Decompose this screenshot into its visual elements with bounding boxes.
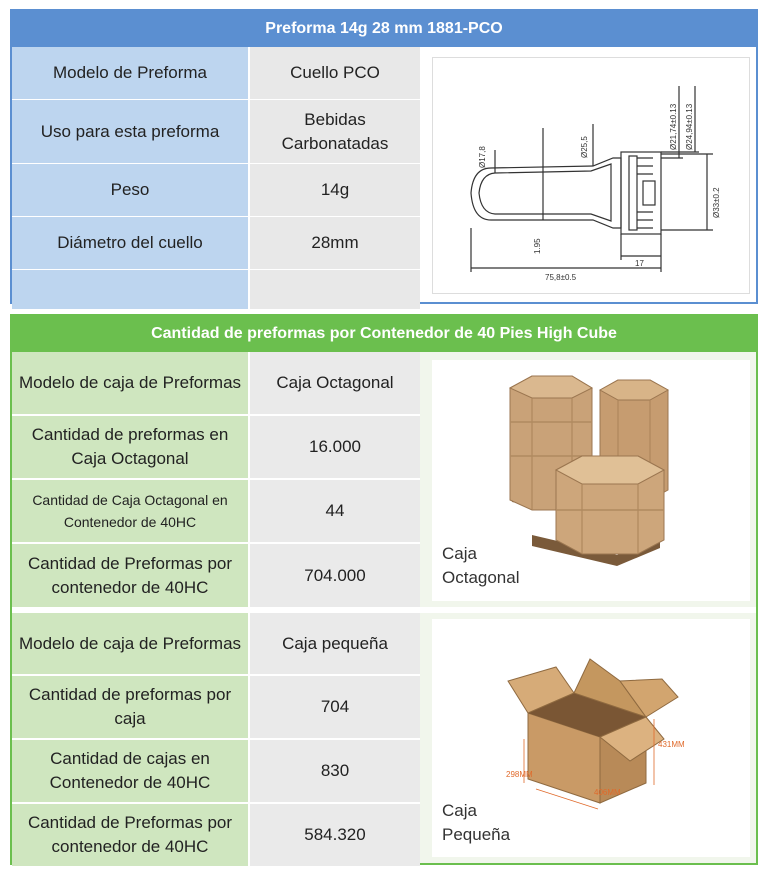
row-value: Caja pequeña — [250, 613, 420, 674]
table-row — [12, 740, 420, 804]
preform-spec-title: Preforma 14g 28 mm 1881-PCO — [12, 11, 756, 47]
spec-row-neck — [12, 217, 420, 270]
small-box-table — [12, 613, 420, 866]
table-row — [12, 416, 420, 480]
octagonal-caption-line1: Caja — [442, 544, 477, 563]
spec-label — [12, 270, 250, 309]
table-row — [12, 613, 420, 676]
row-label: Modelo de caja de Preformas — [12, 352, 250, 414]
table-row — [12, 676, 420, 740]
row-value: 44 — [250, 480, 420, 542]
spec-value: Bebidas Carbonatadas — [250, 100, 420, 163]
spec-label: Uso para esta preforma — [12, 100, 250, 163]
row-value: 584.320 — [250, 804, 420, 866]
preform-spec-table — [12, 47, 420, 309]
spec-label: Peso — [12, 164, 250, 216]
spec-row-empty — [12, 270, 420, 309]
dim-d33: Ø33±0.2 — [712, 187, 721, 218]
container-quantity-section — [10, 314, 758, 865]
box-height-label: 431MM — [658, 740, 685, 749]
row-value: Caja Octagonal — [250, 352, 420, 414]
dim-17: 17 — [635, 259, 644, 268]
box-length-label: 406MM — [594, 788, 621, 797]
spec-row-use — [12, 100, 420, 164]
octagonal-box-table — [12, 352, 420, 607]
preform-technical-drawing — [432, 57, 750, 294]
row-label: Cantidad de preformas en Caja Octagonal — [12, 416, 250, 478]
small-box-image — [432, 619, 750, 857]
box-width-label: 298MM — [506, 770, 533, 779]
spec-value — [250, 270, 420, 309]
spec-label: Diámetro del cuello — [12, 217, 250, 269]
table-row — [12, 804, 420, 866]
row-value: 16.000 — [250, 416, 420, 478]
table-row — [12, 352, 420, 416]
octagonal-box-panel — [432, 360, 750, 601]
small-box-caption-line1: Caja — [442, 801, 477, 820]
row-label: Cantidad de Caja Octagonal en Contenedor de 40HC — [12, 480, 250, 542]
octagonal-box-image — [432, 360, 750, 601]
table-row — [12, 480, 420, 544]
spec-value: 28mm — [250, 217, 420, 269]
row-value: 830 — [250, 740, 420, 802]
row-value: 704 — [250, 676, 420, 738]
row-label: Cantidad de preformas por caja — [12, 676, 250, 738]
row-label: Cantidad de Preformas por contenedor de 40HC — [12, 804, 250, 866]
dim-d24: Ø24,94±0.13 — [685, 103, 694, 150]
small-box-caption-line2: Pequeña — [442, 825, 511, 844]
row-label: Modelo de caja de Preformas — [12, 613, 250, 674]
table-row — [12, 544, 420, 607]
spec-value: Cuello PCO — [250, 47, 420, 99]
row-label: Cantidad de Preformas por contenedor de 40HC — [12, 544, 250, 607]
dim-wall: 1.95 — [533, 238, 542, 254]
row-value: 704.000 — [250, 544, 420, 607]
row-label: Cantidad de cajas en Contenedor de 40HC — [12, 740, 250, 802]
preform-spec-section — [10, 9, 758, 304]
octagonal-caption-line2: Octagonal — [442, 568, 520, 587]
spec-row-weight — [12, 164, 420, 217]
spec-label: Modelo de Preforma — [12, 47, 250, 99]
container-quantity-title: Cantidad de preformas por Contenedor de 40 Pies High Cube — [12, 316, 756, 352]
spec-value: 14g — [250, 164, 420, 216]
small-box-panel — [432, 619, 750, 857]
spec-row-model — [12, 47, 420, 100]
dim-d17: Ø17,8 — [478, 146, 487, 168]
dim-d25: Ø25,5 — [580, 136, 589, 158]
dim-length: 75,8±0.5 — [545, 273, 577, 282]
dim-d21: Ø21,74±0.13 — [669, 103, 678, 150]
